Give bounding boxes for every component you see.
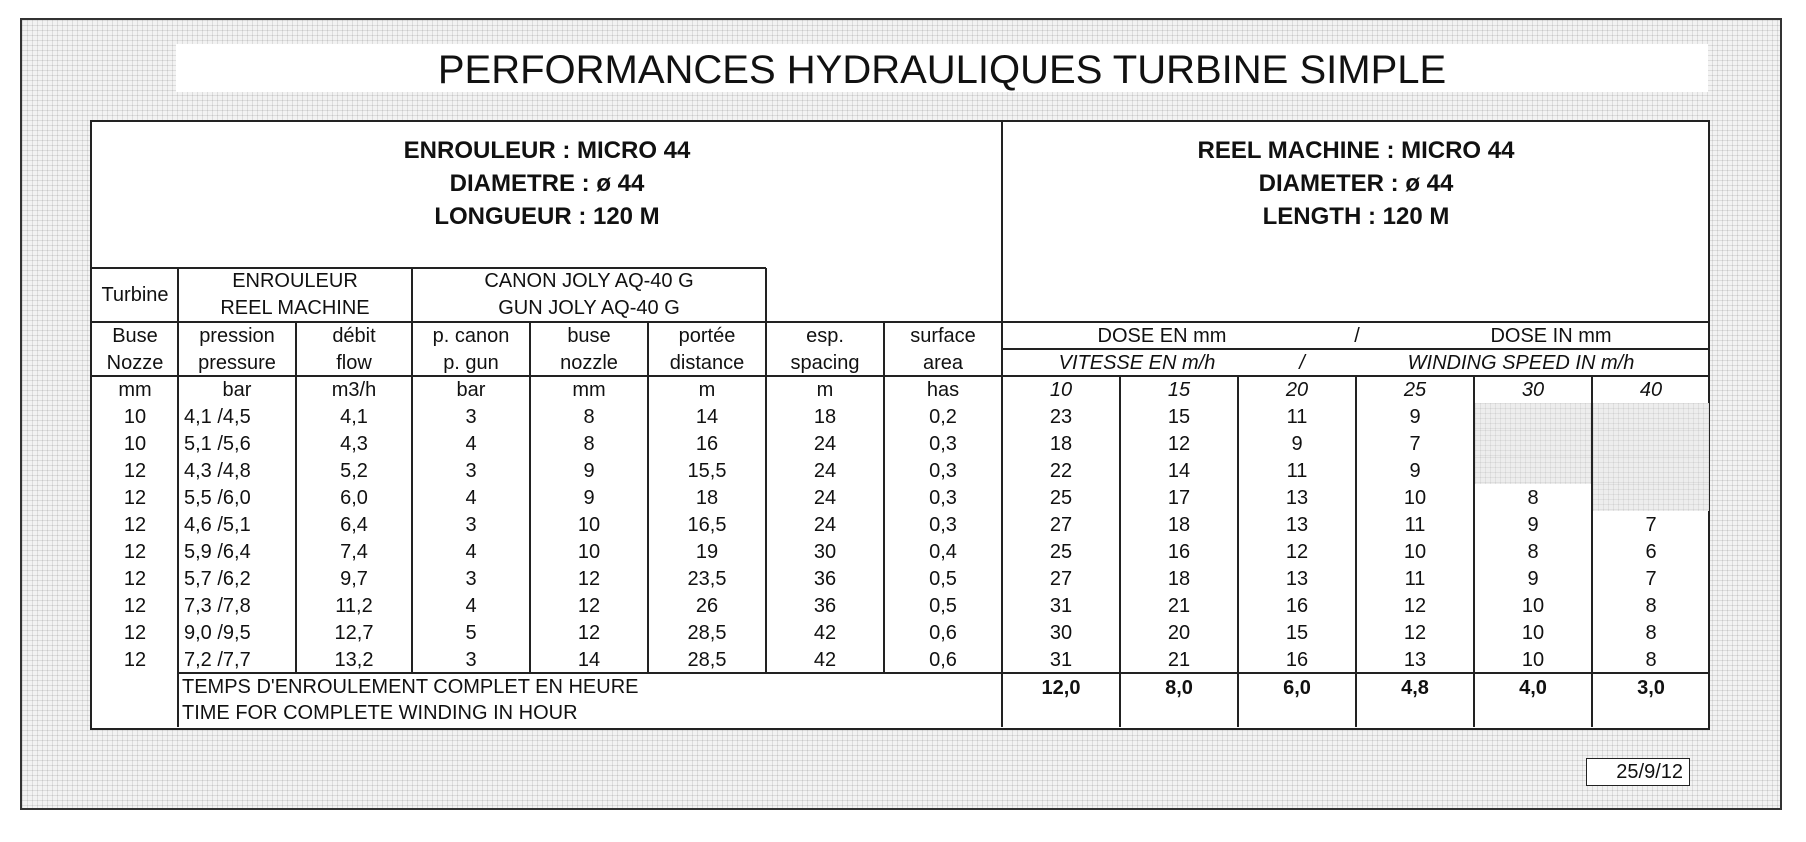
dose-cell: 9 [1409, 405, 1421, 428]
column-label-fr: p. canon [432, 324, 510, 347]
table-cell: 23,5 [687, 567, 727, 590]
enrouleur-header [178, 268, 412, 322]
dose-cell: 13 [1285, 567, 1309, 590]
dose-separator: / [1354, 324, 1360, 347]
speed-value: 40 [1639, 378, 1663, 401]
table-cell: 0,4 [929, 540, 957, 563]
table-cell: 10 [577, 540, 601, 563]
winding-time: 4,8 [1401, 677, 1429, 699]
table-cell: 0,2 [929, 405, 957, 428]
date-label: 25/9/12 [1616, 760, 1683, 783]
dose-cell: 16 [1285, 594, 1309, 617]
table-cell: 12 [123, 513, 147, 536]
table-cell: 11,2 [335, 594, 373, 617]
table-cell: 42 [813, 621, 837, 644]
column-label-en: pressure [198, 351, 276, 374]
dose-cell: 15 [1285, 621, 1309, 644]
speed-separator: / [1299, 351, 1305, 374]
column-label-fr: débit [332, 324, 376, 347]
table-cell: 42 [813, 648, 837, 671]
table-cell: 12 [577, 567, 601, 590]
dose-cell: 8 [1645, 621, 1657, 644]
dose-cell: 10 [1521, 648, 1545, 671]
table-cell: 28,5 [687, 621, 727, 644]
table-cell: 0,5 [929, 594, 957, 617]
table-cell: 10 [123, 432, 147, 455]
header-en-line: LENGTH : 120 M [1262, 203, 1450, 230]
table-cell: 12 [577, 594, 601, 617]
dose-cell: 17 [1167, 486, 1191, 509]
table-cell: 4 [465, 432, 477, 455]
empty-cell-shade [1593, 430, 1709, 457]
enrouleur-header-line: REEL MACHINE [220, 297, 370, 319]
table-cell: 0,5 [929, 567, 957, 590]
winding-time: 4,0 [1519, 677, 1547, 699]
dose-cell: 18 [1049, 432, 1073, 455]
dose-cell: 12 [1403, 621, 1427, 644]
column-label-fr: esp. [806, 324, 844, 347]
dose-cell: 30 [1049, 621, 1073, 644]
table-cell: 3 [465, 459, 477, 482]
column-label-fr: surface [910, 324, 976, 347]
table-cell: 13,2 [334, 648, 374, 671]
dose-cell: 14 [1167, 459, 1191, 482]
header-fr [92, 134, 1002, 233]
table-cell: 10 [577, 513, 601, 536]
column-label-en: area [922, 351, 964, 374]
column-unit: has [926, 378, 960, 401]
column-unit: m [698, 378, 716, 401]
table-cell: 3 [465, 513, 477, 536]
column-unit: m3/h [331, 378, 377, 401]
table-cell: 4,3 [340, 432, 368, 455]
table-cell: 7,3 /7,8 [184, 594, 251, 617]
dose-cell: 11 [1404, 567, 1426, 590]
column-unit: mm [572, 378, 606, 401]
header-fr-line: ENROULEUR : MICRO 44 [403, 137, 691, 164]
speed-value: 15 [1167, 378, 1191, 401]
dose-cell: 8 [1645, 594, 1657, 617]
table-cell: 4 [465, 540, 477, 563]
date-box [1586, 758, 1690, 786]
header-en [1002, 134, 1710, 233]
dose-cell: 12 [1167, 432, 1191, 455]
canon-header-line: GUN JOLY AQ-40 G [498, 297, 680, 319]
dose-cell: 22 [1049, 459, 1073, 482]
table-cell: 9 [583, 459, 595, 482]
table-cell: 12 [123, 459, 147, 482]
table-cell: 16 [695, 432, 719, 455]
table-cell: 19 [695, 540, 719, 563]
table-cell: 12 [123, 567, 147, 590]
title-box [176, 44, 1708, 92]
column-label-fr: portée [678, 324, 736, 347]
dose-cell: 6 [1645, 540, 1657, 563]
column-unit: bar [456, 378, 486, 401]
dose-cell: 9 [1527, 513, 1539, 536]
dose-cell: 20 [1167, 621, 1191, 644]
table-cell: 7,2 /7,7 [184, 648, 251, 671]
column-label-en: nozzle [560, 351, 618, 374]
winding-time: 12,0 [1041, 677, 1081, 699]
dose-cell: 7 [1409, 432, 1421, 455]
empty-cell-shade [1593, 457, 1709, 484]
dose-cell: 9 [1291, 432, 1303, 455]
column-label-en: flow [336, 351, 372, 374]
table-cell: 0,3 [929, 459, 957, 482]
table-cell: 5,9 /6,4 [184, 540, 251, 563]
table-cell: 9,7 [340, 567, 368, 590]
dose-cell: 13 [1285, 486, 1309, 509]
dose-cell: 23 [1049, 405, 1073, 428]
dose-cell: 16 [1167, 540, 1191, 563]
table-cell: 18 [813, 405, 837, 428]
empty-cell-shade [1593, 403, 1709, 430]
table-cell: 3 [465, 405, 477, 428]
table-cell: 4,3 /4,8 [184, 459, 251, 482]
table-cell: 24 [813, 459, 837, 482]
table-cell: 0,3 [929, 432, 957, 455]
empty-cell-shade [1593, 484, 1709, 511]
dose-cell: 11 [1286, 459, 1308, 482]
speed-label-en: WINDING SPEED IN m/h [1407, 351, 1635, 374]
winding-time: 3,0 [1637, 677, 1665, 699]
column-unit: m [816, 378, 834, 401]
table-cell: 9,0 /9,5 [184, 621, 251, 644]
dose-cell: 12 [1285, 540, 1309, 563]
header-en-line: DIAMETER : ø 44 [1258, 170, 1454, 197]
footer-label-en: TIME FOR COMPLETE WINDING IN HOUR [182, 702, 578, 724]
dose-cell: 8 [1527, 540, 1539, 563]
performance-table [90, 120, 1710, 730]
empty-cell-shade [1475, 457, 1591, 484]
canon-header-line: CANON JOLY AQ-40 G [484, 270, 694, 292]
dose-cell: 10 [1521, 621, 1545, 644]
dose-cell: 10 [1521, 594, 1545, 617]
table-cell: 12 [123, 486, 147, 509]
dose-cell: 25 [1049, 540, 1073, 563]
dose-cell: 12 [1403, 594, 1427, 617]
table-cell: 4,1 [340, 405, 368, 428]
speed-value: 25 [1403, 378, 1427, 401]
table-cell: 8 [583, 432, 595, 455]
dose-cell: 18 [1167, 567, 1191, 590]
dose-cell: 10 [1403, 540, 1427, 563]
speed-value: 10 [1049, 378, 1073, 401]
dose-cell: 25 [1049, 486, 1073, 509]
winding-time: 8,0 [1165, 677, 1193, 699]
column-label-en: Nozze [106, 351, 164, 374]
table-cell: 9 [583, 486, 595, 509]
grid-line [177, 673, 179, 727]
dose-cell: 11 [1286, 405, 1308, 428]
dose-cell: 8 [1645, 648, 1657, 671]
table-cell: 36 [813, 567, 837, 590]
table-cell: 12 [123, 621, 147, 644]
table-cell: 26 [695, 594, 719, 617]
dose-cell: 15 [1167, 405, 1191, 428]
table-cell: 6,0 [340, 486, 368, 509]
dose-cell: 18 [1167, 513, 1191, 536]
empty-cell-shade [1475, 430, 1591, 457]
table-cell: 4,6 /5,1 [184, 513, 251, 536]
dose-cell: 31 [1049, 648, 1073, 671]
column-unit: mm [118, 378, 152, 401]
table-cell: 0,6 [929, 621, 957, 644]
dose-cell: 16 [1285, 648, 1309, 671]
table-cell: 0,3 [929, 486, 957, 509]
column-unit: bar [222, 378, 252, 401]
dose-cell: 13 [1403, 648, 1427, 671]
table-cell: 6,4 [340, 513, 368, 536]
page-title: PERFORMANCES HYDRAULIQUES TURBINE SIMPLE [437, 48, 1447, 92]
dose-cell: 8 [1527, 486, 1539, 509]
table-cell: 24 [813, 432, 837, 455]
table-cell: 4,1 /4,5 [184, 405, 251, 428]
header-fr-line: LONGUEUR : 120 M [434, 203, 660, 230]
speed-value: 30 [1521, 378, 1545, 401]
column-label-fr: buse [567, 324, 611, 347]
dose-cell: 13 [1285, 513, 1309, 536]
table-cell: 30 [813, 540, 837, 563]
table-cell: 14 [577, 648, 601, 671]
speed-label-fr: VITESSE EN m/h [1058, 351, 1216, 374]
dose-label-en: DOSE IN mm [1490, 324, 1612, 347]
table-cell: 24 [813, 486, 837, 509]
table-cell: 12 [123, 540, 147, 563]
table-cell: 0,6 [929, 648, 957, 671]
column-label-fr: pression [199, 324, 275, 347]
dose-cell: 21 [1167, 648, 1191, 671]
table-cell: 5,2 [340, 459, 368, 482]
dose-cell: 31 [1049, 594, 1073, 617]
dose-cell: 11 [1404, 513, 1426, 536]
column-label-en: spacing [790, 351, 860, 374]
table-cell: 5,7 /6,2 [184, 567, 251, 590]
column-label-en: distance [669, 351, 745, 374]
table-cell: 0,3 [929, 513, 957, 536]
header-en-line: REEL MACHINE : MICRO 44 [1197, 137, 1515, 164]
table-cell: 36 [813, 594, 837, 617]
table-cell: 3 [465, 567, 477, 590]
table-cell: 12 [123, 594, 147, 617]
enrouleur-header-line: ENROULEUR [232, 270, 358, 292]
footer-label-fr: TEMPS D'ENROULEMENT COMPLET EN HEURE [182, 676, 639, 698]
table-cell: 14 [695, 405, 719, 428]
dose-cell: 27 [1049, 513, 1073, 536]
dose-cell: 9 [1409, 459, 1421, 482]
column-label-fr: Buse [112, 324, 158, 347]
winding-time: 6,0 [1283, 677, 1311, 699]
header-fr-line: DIAMETRE : ø 44 [449, 170, 645, 197]
table-cell: 12 [577, 621, 601, 644]
table-cell: 4 [465, 594, 477, 617]
dose-cell: 27 [1049, 567, 1073, 590]
table-cell: 16,5 [687, 513, 727, 536]
table-cell: 24 [813, 513, 837, 536]
table-cell: 5,1 /5,6 [184, 432, 251, 455]
column-label-en: p. gun [443, 351, 499, 374]
table-cell: 7,4 [340, 540, 368, 563]
table-cell: 18 [695, 486, 719, 509]
table-cell: 8 [583, 405, 595, 428]
table-cell: 12 [123, 648, 147, 671]
canon-header [412, 268, 766, 322]
dose-cell: 10 [1403, 486, 1427, 509]
dose-label-fr: DOSE EN mm [1097, 324, 1227, 347]
dose-cell: 7 [1645, 567, 1657, 590]
empty-cell-shade [1475, 403, 1591, 430]
turbine-header: Turbine [101, 284, 169, 306]
table-cell: 15,5 [687, 459, 727, 482]
table-cell: 4 [465, 486, 477, 509]
table-cell: 5,5 /6,0 [184, 486, 251, 509]
dose-cell: 7 [1645, 513, 1657, 536]
speed-value: 20 [1285, 378, 1309, 401]
dose-cell: 9 [1527, 567, 1539, 590]
table-cell: 3 [465, 648, 477, 671]
table-cell: 28,5 [687, 648, 727, 671]
table-cell: 12,7 [334, 621, 374, 644]
table-cell: 5 [465, 621, 477, 644]
table-cell: 10 [123, 405, 147, 428]
dose-cell: 21 [1167, 594, 1191, 617]
